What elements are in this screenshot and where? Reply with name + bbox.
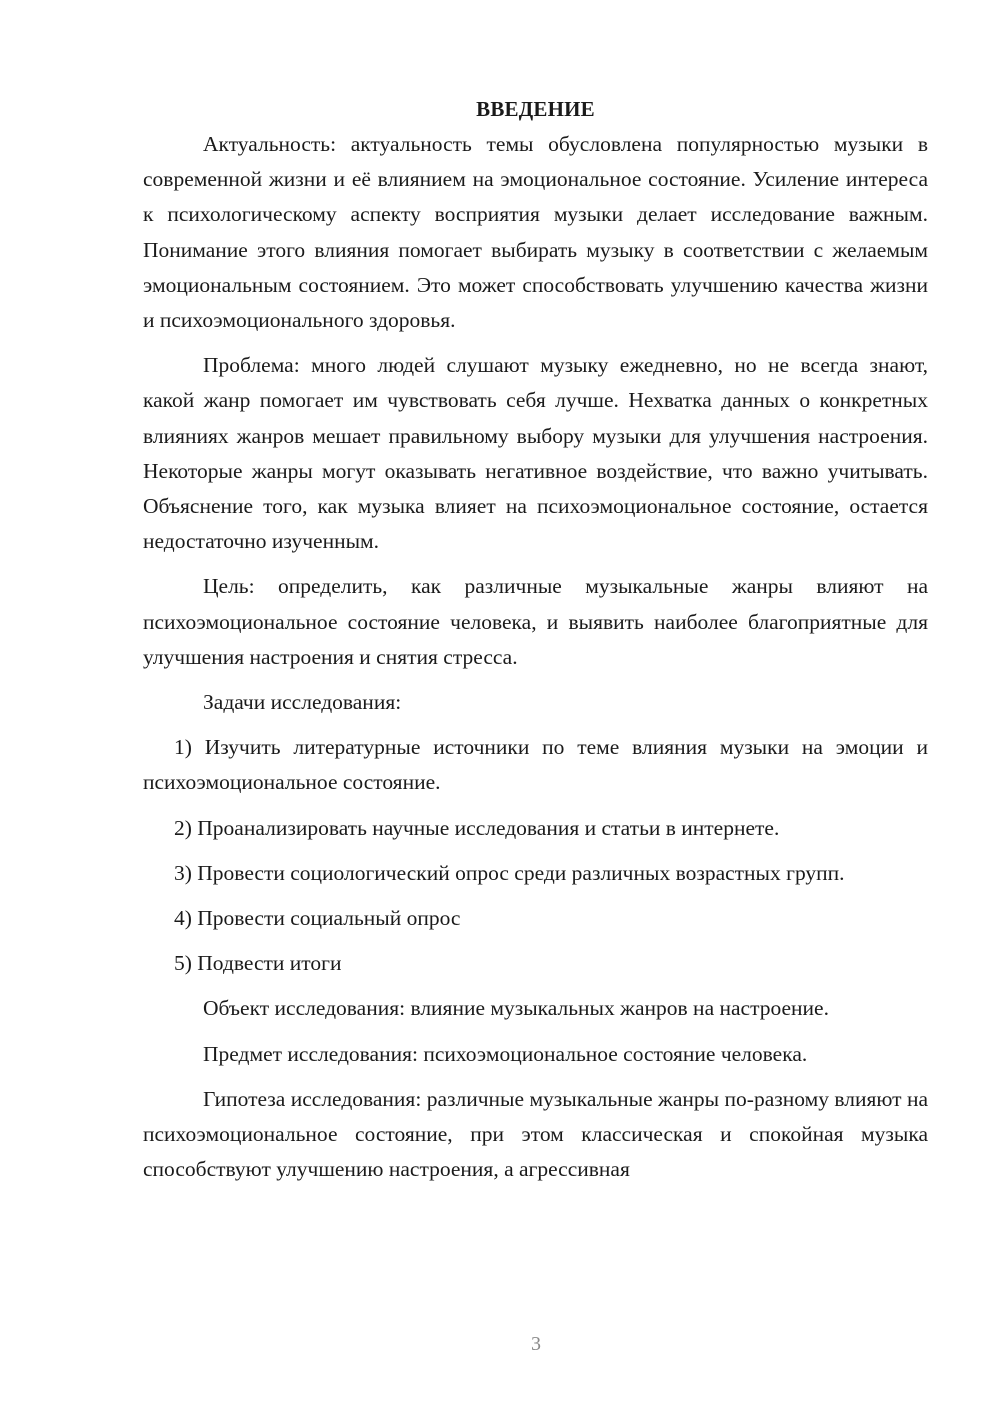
task-item: 4) Провести социальный опрос (174, 906, 461, 931)
document-page (143, 92, 928, 1197)
tasks-title: Задачи исследования: (203, 690, 402, 715)
task-item: 1) Изучить литературные источники по теме влияния музыки на эмоции и психоэмоциональное состояние. (143, 735, 928, 795)
page-number: 3 (531, 1333, 541, 1355)
page-title: ВВЕДЕНИЕ (476, 97, 595, 121)
object-paragraph: Объект исследования: влияние музыкальных жанров на настроение. (203, 996, 829, 1021)
task-item: 5) Подвести итоги (174, 951, 342, 976)
task-item: 3) Провести социологический опрос среди различных возрастных групп. (174, 860, 845, 885)
hypothesis-paragraph: Гипотеза исследования: различные музыкальные жанры по-разному влияют на психоэмоциональное состояние, при этом классическая и спокойная музыка способствуют улучшению настроения, а агрессивная (143, 1086, 928, 1182)
task-item: 2) Проанализировать научные исследования и статьи в интернете. (174, 815, 780, 840)
goal-paragraph: Цель: определить, как различные музыкальные жанры влияют на психоэмоциональное состояние человека, и выявить наиболее благоприятные для улучшения настроения и снятия стресса. (143, 574, 928, 669)
relevance-paragraph: Актуальность: актуальность темы обусловлена популярностью музыки в современной жизни и её влиянием на эмоциональное состояние. Усиление интереса к психологическому аспекту восприятия музыки делает исследование важным. Понимание этого влияния помогает выбирать музыку в соответствии с желаемым эмоциональным состоянием. Это может способствовать улучшению качества жизни и психоэмоционального здоровья. (143, 132, 928, 333)
subject-paragraph: Предмет исследования: психоэмоциональное состояние человека. (203, 1041, 808, 1066)
problem-paragraph: Проблема: много людей слушают музыку ежедневно, но не всегда знают, какой жанр помогает им чувствовать себя лучше. Нехватка данных о конкретных влияниях жанров мешает правильному выбору музыки для улучшения настроения. Некоторые жанры могут оказывать негативное воздействие, что важно учитывать. Объяснение того, как музыка влияет на психоэмоциональное состояние, остается недостаточно изученным. (143, 353, 928, 554)
